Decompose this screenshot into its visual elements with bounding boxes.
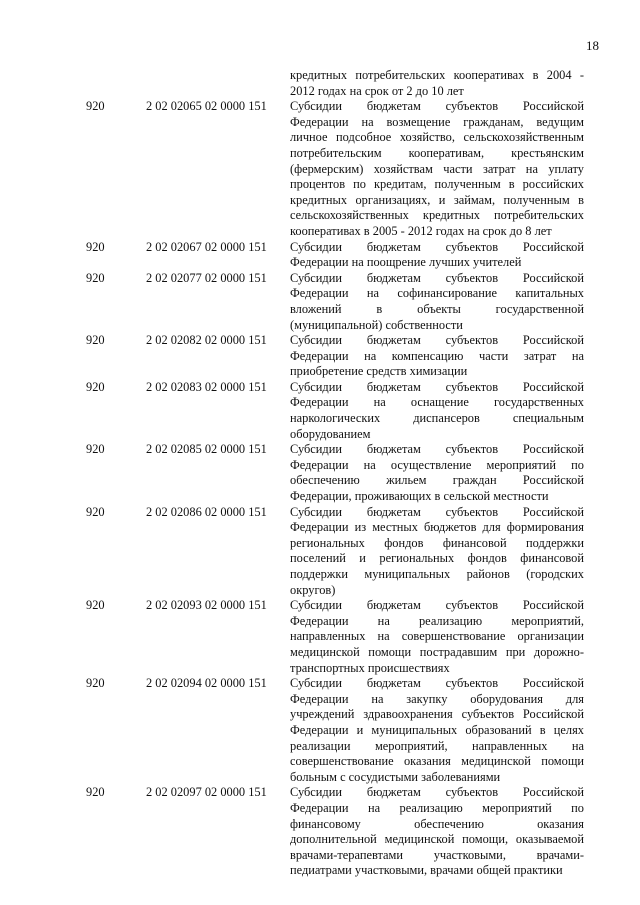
budget-classification-code: 2 02 02093 02 0000 151 (146, 598, 267, 613)
description-line: финансовому обеспечению оказания (290, 816, 584, 831)
description-line: сельскохозяйственных кредитных потребительских (290, 208, 584, 223)
admin-code: 920 (86, 504, 105, 519)
description-line: Субсидии бюджетам субъектов Российской (290, 333, 584, 348)
table-row (0, 240, 640, 271)
description-line: округов) (290, 582, 336, 597)
description-line: Федерации и муниципальных образований в целях (290, 722, 584, 737)
row-description (290, 598, 584, 676)
description-line: поселений и региональных фондов финансовой (290, 551, 584, 566)
row-description (290, 380, 584, 442)
continuation-row (0, 68, 640, 99)
table-row (0, 785, 640, 879)
description-line: вложений в объекты государственной (290, 301, 584, 316)
admin-code: 920 (86, 676, 105, 691)
admin-code: 920 (86, 239, 105, 254)
description-line: Федерации на закупку оборудования для (290, 691, 584, 706)
budget-classification-code: 2 02 02082 02 0000 151 (146, 333, 267, 348)
description-line: направленных на совершенствование организации (290, 629, 584, 644)
row-description (290, 333, 584, 380)
row-description (290, 442, 584, 504)
table-row (0, 505, 640, 599)
description-line: потребительским кооперативам, крестьянским (290, 145, 584, 160)
description-line: Федерации на реализацию мероприятий по (290, 800, 584, 815)
description-line: Федерации на поощрение лучших учителей (290, 255, 522, 270)
description-line: процентов по кредитам, полученным в российских (290, 177, 584, 192)
table-row (0, 271, 640, 333)
row-description (290, 99, 584, 239)
revenue-code-table (0, 68, 640, 879)
description-line: кредитных потребительских кооперативах в 2004 - (290, 68, 584, 82)
table-row (0, 442, 640, 504)
description-line: Федерации на софинансирование капитальных (290, 286, 584, 301)
description-line: врачами-терапевтами участковыми, врачами- (290, 847, 584, 862)
description-line: Федерации на оснащение государственных (290, 395, 584, 410)
description-line: региональных фондов финансовой поддержки (290, 535, 584, 550)
admin-code: 920 (86, 99, 105, 114)
description-line: совершенствование оказания медицинской помощи (290, 754, 584, 769)
budget-classification-code: 2 02 02083 02 0000 151 (146, 379, 267, 394)
description-line: 2012 годах на срок от 2 до 10 лет (290, 83, 464, 98)
description-line: (фермерским) хозяйствам части затрат на уплату (290, 161, 584, 176)
row-description (290, 271, 584, 333)
row-description (290, 240, 584, 271)
description-line: Субсидии бюджетам субъектов Российской (290, 676, 584, 691)
row-description (290, 505, 584, 599)
description-line: Федерации на реализацию мероприятий, (290, 613, 584, 628)
description-line: транспортных происшествиях (290, 660, 450, 675)
description-line: Федерации из местных бюджетов для формирования (290, 520, 584, 535)
table-rows (0, 99, 640, 879)
description-line: кооперативах в 2005 - 2012 годах на срок до 8 лет (290, 223, 552, 238)
description-line: Субсидии бюджетам субъектов Российской (290, 504, 584, 519)
page-number: 18 (586, 38, 599, 53)
description-line: приобретение средств химизации (290, 364, 468, 379)
admin-code: 920 (86, 442, 105, 457)
description-line: реализации мероприятий, направленных на (290, 738, 584, 753)
row-description (290, 676, 584, 785)
description-line: оборудованием (290, 426, 371, 441)
budget-classification-code: 2 02 02067 02 0000 151 (146, 239, 267, 254)
description-line: Субсидии бюджетам субъектов Российской (290, 598, 584, 613)
description-line: наркологических диспансеров специальным (290, 411, 584, 426)
budget-classification-code: 2 02 02077 02 0000 151 (146, 270, 267, 285)
row-description (290, 785, 584, 879)
admin-code: 920 (86, 598, 105, 613)
description-line: (муниципальной) собственности (290, 317, 463, 332)
admin-code: 920 (86, 379, 105, 394)
description-line: педиатрами участковыми, врачами общей практики (290, 863, 563, 878)
table-row (0, 676, 640, 785)
table-row (0, 99, 640, 239)
description-line: Субсидии бюджетам субъектов Российской (290, 270, 584, 285)
admin-code: 920 (86, 785, 105, 800)
description-line: Субсидии бюджетам субъектов Российской (290, 785, 584, 800)
description-line: Субсидии бюджетам субъектов Российской (290, 379, 584, 394)
description-line: Субсидии бюджетам субъектов Российской (290, 239, 584, 254)
description-line: Федерации на возмещение гражданам, ведущим (290, 114, 584, 129)
description-line: кредитных организациях, и займам, полученным в (290, 192, 584, 207)
table-row (0, 333, 640, 380)
budget-classification-code: 2 02 02086 02 0000 151 (146, 504, 267, 519)
description-line: Федерации, проживающих в сельской местности (290, 489, 549, 504)
description-line: обеспечению жильем граждан Российской (290, 473, 584, 488)
budget-classification-code: 2 02 02085 02 0000 151 (146, 442, 267, 457)
admin-code: 920 (86, 333, 105, 348)
table-row (0, 380, 640, 442)
description-line: медицинской помощи пострадавшим при дорожно- (290, 644, 584, 659)
description-line: Субсидии бюджетам субъектов Российской (290, 99, 584, 114)
description-line: личное подсобное хозяйство, сельскохозяйственным (290, 130, 584, 145)
budget-classification-code: 2 02 02094 02 0000 151 (146, 676, 267, 691)
admin-code: 920 (86, 270, 105, 285)
budget-classification-code: 2 02 02065 02 0000 151 (146, 99, 267, 114)
table-row (0, 598, 640, 676)
description-line: Субсидии бюджетам субъектов Российской (290, 442, 584, 457)
description-line: Федерации на компенсацию части затрат на (290, 348, 584, 363)
description-line: дополнительной медицинской помощи, оказываемой (290, 832, 584, 847)
description-line: Федерации на осуществление мероприятий по (290, 457, 584, 472)
description-line: учреждений здравоохранения субъектов Российской (290, 707, 584, 722)
budget-classification-code: 2 02 02097 02 0000 151 (146, 785, 267, 800)
continuation-description (290, 68, 584, 99)
description-line: поддержки муниципальных районов (городских (290, 567, 584, 581)
description-line: больным с сосудистыми заболеваниями (290, 769, 501, 784)
